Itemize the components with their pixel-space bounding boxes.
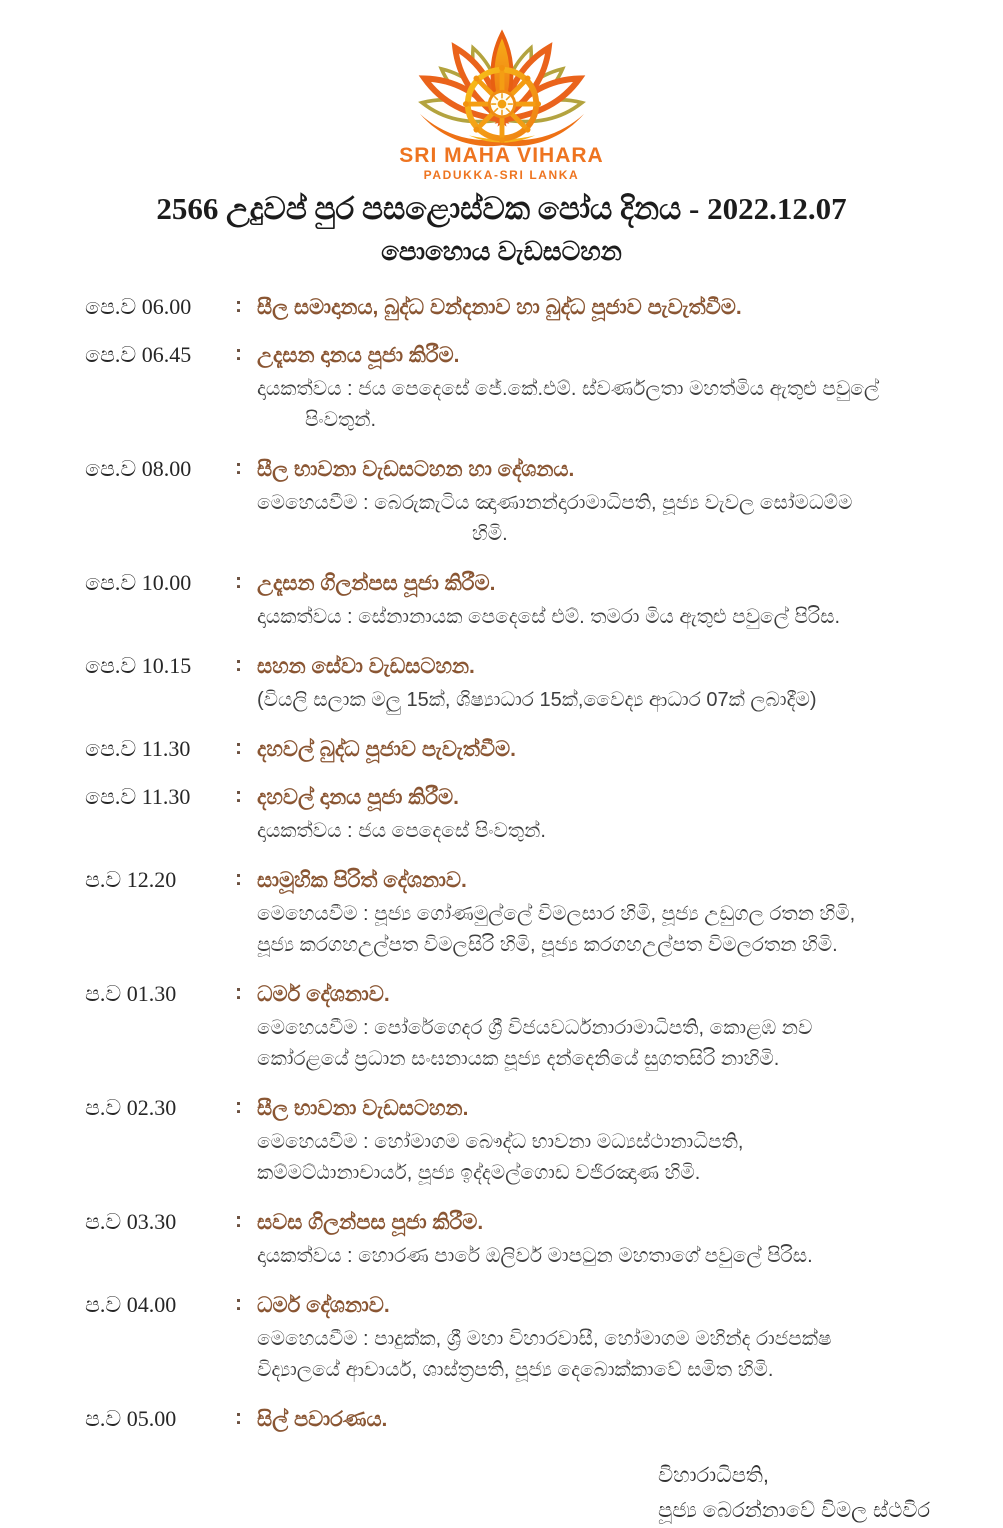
- schedule-time: පෙ.ව 06.00: [85, 294, 192, 319]
- schedule-event-title: සීල භාවනා වැඩසටහන හා දේශනය.: [257, 458, 575, 481]
- schedule-time: ප.ව 02.30: [85, 1095, 177, 1120]
- schedule-content: [257, 1292, 953, 1386]
- schedule-colon: :: [235, 867, 242, 890]
- schedule-detail-line: (වියලි සලාක මලු 15ක්, ශිෂ්‍යාධාර 15ක්,වෛද්‍ය ආධාර 07ක් ලබාදීම): [257, 689, 817, 711]
- schedule-event-title: උදෑසන ගිලන්පස පූජා කිරීම.: [257, 572, 496, 595]
- schedule-colon: :: [235, 1406, 242, 1429]
- schedule-time: පෙ.ව 11.30: [85, 784, 191, 809]
- schedule-event-title: දහවල් දානය පූජා කිරීම.: [257, 786, 459, 809]
- schedule-content: [257, 867, 953, 961]
- schedule-detail-line: මෙහෙයවීම : බෙරුකැටිය ඤාණානන්දාරාමාධිපති, පූජ්‍ය වැවල සෝමධම්ම: [257, 492, 853, 514]
- schedule-event-title: සීල භාවනා වැඩසටහන.: [257, 1097, 469, 1120]
- schedule-detail-line: හිමි.: [472, 523, 508, 545]
- signature-block: [658, 1458, 1003, 1528]
- schedule-detail-line: විද්‍යාලයේ ආචාර්ය, ශාස්ත්‍රපති, පූජ්‍ය දෙබොක්කාවේ සමිත හිමි.: [257, 1359, 774, 1381]
- schedule-event-title: සාමූහික පිරිත් දේශනාව.: [257, 869, 467, 892]
- signature-title: විහාරාධිපති,: [658, 1464, 769, 1487]
- schedule-detail-line: දායකත්වය : ජය පෙදෙසේ ජේ.කේ.එම්. ස්වර්ණලතා මහත්මිය ඇතුළු පවුලේ: [257, 378, 880, 400]
- schedule-row: [85, 653, 953, 716]
- schedule-row: [85, 1209, 953, 1272]
- schedule-colon: :: [235, 981, 242, 1004]
- page-title: 2566 උදුවප් පුර පසළොස්වක පෝය දිනය - 2022.12.07: [156, 191, 847, 226]
- schedule-detail-line: පූජ්‍ය කරගහඋල්පත විමලසිරි හිමි, පූජ්‍ය කරගහඋල්පත විමලරතන හිමි.: [257, 934, 838, 956]
- schedule-event-title: උදෑසන දානය පූජා කිරීම.: [257, 344, 460, 367]
- schedule-content: [257, 653, 953, 716]
- schedule-time: පෙ.ව 08.00: [85, 456, 192, 481]
- lotus-dharma-wheel-icon: [404, 22, 600, 149]
- schedule-time: ප.ව 05.00: [85, 1406, 177, 1431]
- schedule-detail-line: කෝරළයේ ප්‍රධාන සංඝනායක පූජ්‍ය දන්දෙනියේ සුගතසිරි නාහිමි.: [257, 1048, 780, 1070]
- schedule-content: [257, 342, 953, 436]
- schedule-detail-line: පිංවතුන්.: [305, 409, 377, 431]
- schedule-event-title: සීල සමාදානය, බුද්ධ වන්දනාව හා බුද්ධ පූජාව පැවැත්වීම.: [257, 296, 742, 319]
- schedule-list: [0, 294, 1003, 1434]
- schedule-time: පෙ.ව 10.15: [85, 653, 192, 678]
- schedule-content: [257, 456, 953, 550]
- schedule-colon: :: [235, 653, 242, 676]
- schedule-row: [85, 1292, 953, 1386]
- schedule-colon: :: [235, 784, 242, 807]
- schedule-event-title: දහවල් බුද්ධ පූජාව පැවැත්වීම.: [257, 738, 516, 761]
- schedule-time: පෙ.ව 06.45: [85, 342, 192, 367]
- schedule-details: [257, 1324, 953, 1386]
- schedule-time: ප.ව 03.30: [85, 1209, 177, 1234]
- schedule-detail-line: මෙහෙයවීම : හෝමාගම බෞද්ධ භාවනා මධ්‍යස්ථානාධිපති,: [257, 1131, 744, 1153]
- schedule-row: [85, 1095, 953, 1189]
- schedule-colon: :: [235, 456, 242, 479]
- schedule-details: [257, 488, 953, 550]
- schedule-content: [257, 981, 953, 1075]
- schedule-row: [85, 981, 953, 1075]
- schedule-event-title: සිල් පවාරණය.: [257, 1408, 388, 1431]
- schedule-detail-line: දායකත්වය : සේනානායක පෙදෙසේ එම්. තමරා මිය ඇතුළු පවුලේ පිරිස.: [257, 606, 840, 628]
- signature-name: පූජ්‍ය බෙරන්නාවේ විමල ස්ථවිර: [658, 1499, 931, 1522]
- schedule-detail-line: මෙහෙයවීම : පූජ්‍ය ගෝණමුල්ලේ විමලසාර හිමි, පූජ්‍ය උඩුගල රතන හිමි,: [257, 903, 856, 925]
- schedule-event-title: ධර්ම දේශනාව.: [257, 983, 390, 1006]
- schedule-time: ප.ව 04.00: [85, 1292, 177, 1317]
- schedule-colon: :: [235, 1292, 242, 1315]
- schedule-row: [85, 342, 953, 436]
- schedule-content: [257, 570, 953, 633]
- schedule-row: [85, 867, 953, 961]
- schedule-event-title: සවස ගිලන්පස පූජා කිරීම.: [257, 1211, 484, 1234]
- schedule-row: [85, 1406, 953, 1434]
- schedule-time: පෙ.ව 11.30: [85, 736, 191, 761]
- schedule-colon: :: [235, 1095, 242, 1118]
- schedule-event-title: ධර්ම දේශනාව.: [257, 1294, 390, 1317]
- schedule-details: [257, 1241, 953, 1272]
- schedule-time: ප.ව 12.20: [85, 867, 177, 892]
- schedule-time: ප.ව 01.30: [85, 981, 177, 1006]
- schedule-colon: :: [235, 736, 242, 759]
- schedule-colon: :: [235, 342, 242, 365]
- schedule-time: පෙ.ව 10.00: [85, 570, 192, 595]
- schedule-row: [85, 784, 953, 847]
- schedule-detail-line: කම්මට්ඨානාචාර්ය, පූජ්‍ය ඉද්දමල්ගොඩ වජිරඤාණ හිමි.: [257, 1162, 701, 1184]
- schedule-content: [257, 1209, 953, 1272]
- schedule-content: [257, 784, 953, 847]
- schedule-details: [257, 374, 953, 436]
- schedule-details: [257, 816, 953, 847]
- schedule-content: [257, 1095, 953, 1189]
- schedule-row: [85, 736, 953, 764]
- schedule-details: [257, 1127, 953, 1189]
- schedule-content: [257, 736, 953, 764]
- schedule-detail-line: මෙහෙයවීම : පාදුක්ක, ශ්‍රී මහා විහාරවාසී, හෝමාගම මහින්ද රාජපක්ෂ: [257, 1328, 832, 1350]
- schedule-detail-line: දායකත්වය : ජය පෙදෙසේ පිංවතුන්.: [257, 820, 546, 842]
- logo-location: PADUKKA-SRI LANKA: [423, 168, 580, 182]
- schedule-content: [257, 294, 953, 322]
- schedule-event-title: සහන සේවා වැඩසටහන.: [257, 655, 475, 678]
- schedule-colon: :: [235, 1209, 242, 1232]
- schedule-detail-line: මෙහෙයවීම : පෝරේගෙදර ශ්‍රී විජයවර්ධනාරාමාධිපති, කොළඹ නව: [257, 1017, 813, 1039]
- schedule-colon: :: [235, 294, 242, 317]
- schedule-row: [85, 570, 953, 633]
- temple-logo: [0, 0, 1003, 181]
- schedule-row: [85, 294, 953, 322]
- schedule-details: [257, 685, 953, 716]
- schedule-details: [257, 1013, 953, 1075]
- schedule-detail-line: දායකත්වය : හොරණ පාරේ ඔලිවර් මාපටුන මහතාගේ පවුලේ පිරිස.: [257, 1245, 813, 1267]
- schedule-row: [85, 456, 953, 550]
- logo-temple-name: SRI MAHA VIHARA: [399, 144, 604, 167]
- schedule-content: [257, 1406, 953, 1434]
- schedule-details: [257, 602, 953, 633]
- schedule-colon: :: [235, 570, 242, 593]
- page-subtitle: පොහොය වැඩසටහන: [381, 236, 622, 266]
- schedule-details: [257, 899, 953, 961]
